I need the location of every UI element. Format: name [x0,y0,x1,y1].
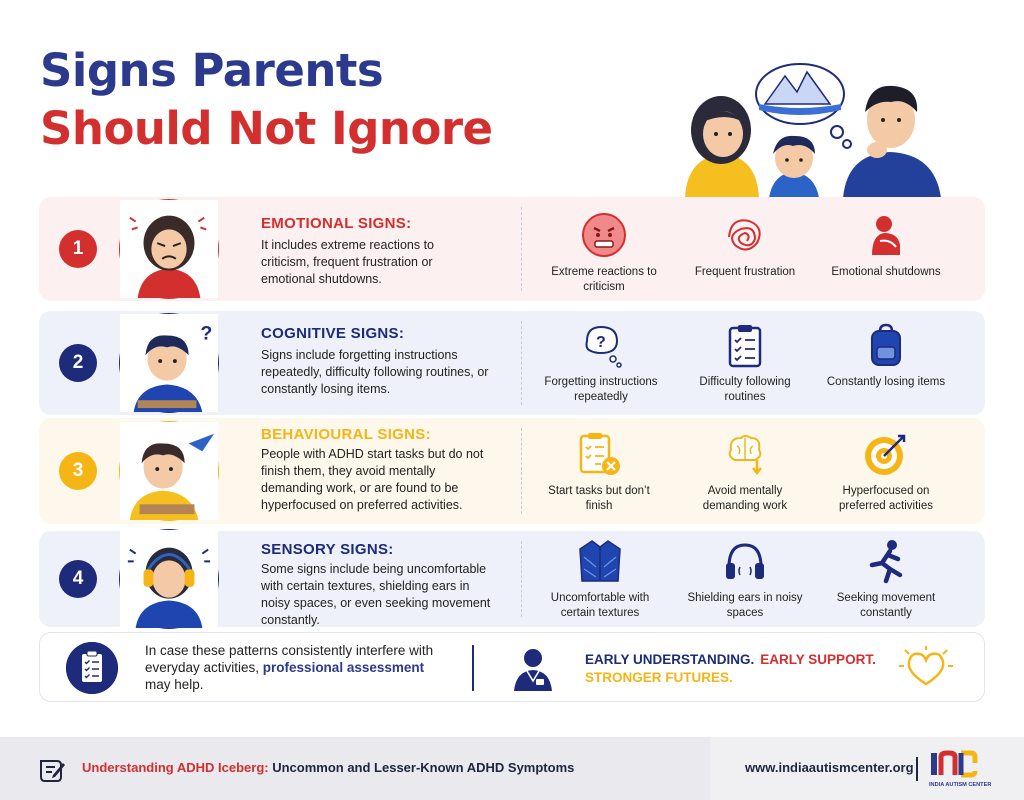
step-number-badge: 1 [59,230,97,268]
sign-description: It includes extreme reactions to criticism, frequent frustration or emotional shutdowns. [261,238,434,286]
distracted-child-icon [119,421,219,521]
website-link[interactable]: www.indiaautismcenter.org [745,760,914,775]
vertical-divider [472,645,474,691]
heart-icon [895,644,957,690]
sign-description: Signs include forgetting instructions repeatedly, difficulty following routines, or constantly losing items. [261,348,489,396]
step-number-badge: 4 [59,560,97,598]
sign-item-label: Uncomfortable with certain textures [550,592,650,619]
clipboard-icon [66,642,118,694]
sign-item [821,211,951,280]
scribble-icon [721,211,769,259]
backpack-icon [862,321,910,369]
footer-title-dark: Uncommon and Lesser-Known ADHD Symptoms [268,760,575,775]
sign-item [535,537,665,621]
sign-item [821,430,951,514]
sign-item-label: Avoid mentally demanding work [702,485,788,512]
sign-item [680,211,810,280]
sign-item-label: Difficulty following routines [699,376,791,403]
sign-item [821,321,951,390]
sign-title: SENSORY SIGNS: [261,541,394,558]
confused-child-icon [119,313,219,413]
sign-item-label: Seeking movement constantly [836,592,936,619]
angry-face-icon [580,211,628,259]
slogan-understanding: EARLY UNDERSTANDING. [585,652,755,667]
footer [0,737,1024,800]
assessment-highlight: professional assessment [262,660,425,675]
svg-text:?: ? [200,322,213,345]
sign-item-label: Start tasks but don’t finish [548,485,650,512]
sign-item [680,321,810,405]
assessment-text-tail: may help. [145,677,204,692]
dashed-divider [521,428,522,514]
sign-title: COGNITIVE SIGNS: [261,325,405,342]
dashed-divider [521,207,522,291]
sign-row-behavioural [39,418,985,524]
sign-item [539,211,669,295]
sign-title: BEHAVIOURAL SIGNS: [261,426,431,443]
sign-item [534,430,664,514]
sign-item-label: Forgetting instructions repeatedly [544,376,658,403]
sign-item [821,537,951,621]
title-line-2: Should Not Ignore [40,102,493,155]
target-icon [862,430,910,478]
dashed-divider [521,541,522,617]
sign-item-label: Constantly losing items [826,376,946,388]
logo-text: INDIA AUTISM CENTER [929,782,992,788]
sign-item [680,537,810,621]
sign-item-label: Extreme reactions to criticism [551,266,657,293]
sign-item [536,321,666,405]
svg-text:?: ? [596,334,606,351]
sign-item-label: Emotional shutdowns [831,266,941,278]
angry-child-icon [119,199,219,299]
doctor-icon [510,645,556,691]
headphones-child-icon [119,529,219,629]
assessment-text [145,642,445,693]
slogan [585,651,876,687]
clipboard-checklist-icon [721,321,769,369]
step-number-badge: 2 [59,344,97,382]
sign-description: People with ADHD start tasks but do not finish them, they avoid mentally demanding work, or are found to be hyperfocused on preferred activities. [261,447,484,512]
page-title [40,42,493,158]
sign-row-sensory [39,531,985,627]
assessment-text-lead: In case these patterns consistently interfere with everyday activities, [145,643,434,675]
sign-description: Some signs include being uncomfortable with certain textures, shielding ears in noisy spaces, or even seeking movement constantly. [261,562,491,627]
brain-arrow-icon [721,430,769,478]
assessment-callout [39,632,985,702]
step-number-badge: 3 [59,452,97,490]
slogan-futures: STRONGER FUTURES. [585,670,733,685]
sign-row-emotional [39,197,985,301]
footer-title [82,760,574,775]
footer-divider [916,757,918,781]
question-bubble-icon [577,321,625,369]
hugging-knees-icon [862,211,910,259]
jacket-icon [576,537,624,585]
slogan-support: EARLY SUPPORT. [760,652,876,667]
headphones-icon [721,537,769,585]
sign-title: EMOTIONAL SIGNS: [261,215,412,232]
running-person-icon [862,537,910,585]
dashed-divider [521,321,522,405]
sign-row-cognitive [39,311,985,415]
sign-item-label: Frequent frustration [694,266,796,278]
parents-child-iceberg-illustration [665,62,955,198]
checklist-cross-icon [575,430,623,478]
edit-note-icon [37,755,65,783]
title-line-1: Signs Parents [40,44,384,97]
sign-item [680,430,810,514]
india-autism-center-logo [929,749,992,789]
sign-item-label: Hyperfocused on preferred activities [839,485,933,512]
sign-item-label: Shielding ears in noisy spaces [687,592,803,619]
footer-title-red: Understanding ADHD Iceberg: [82,760,269,775]
